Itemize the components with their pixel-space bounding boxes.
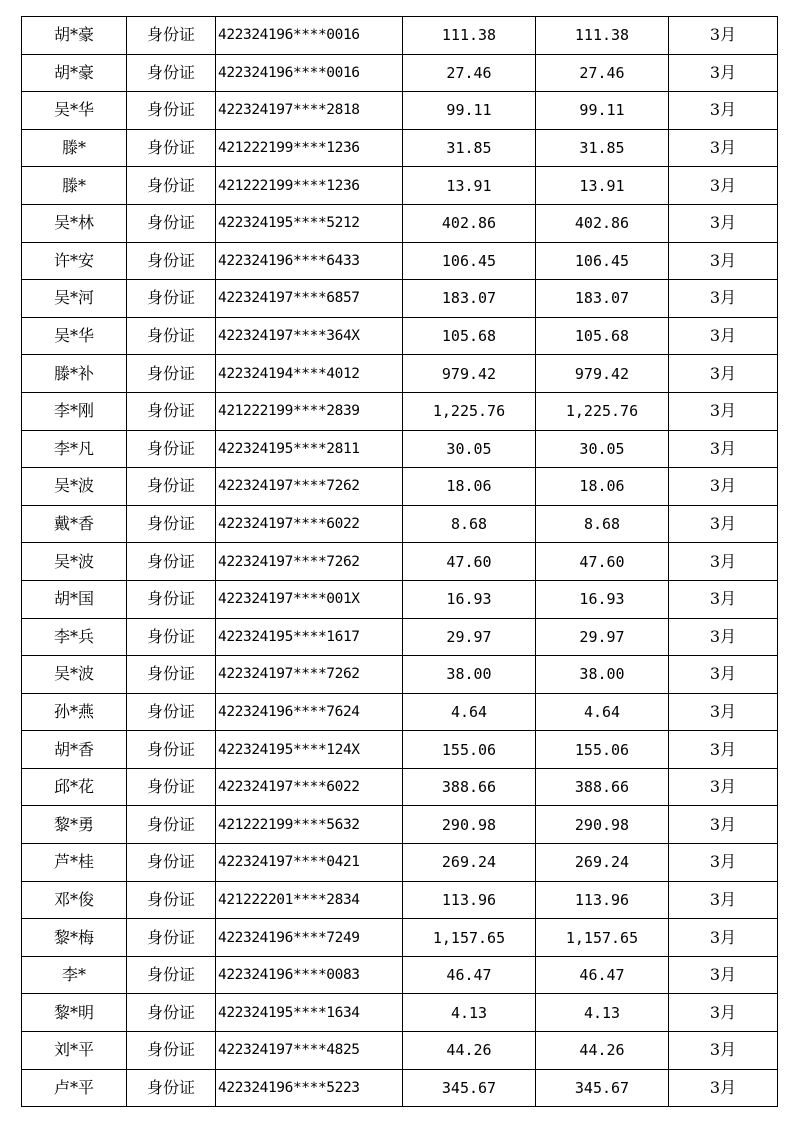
amount-paid-cell: 269.24 [536,844,669,882]
id-number-cell: 422324195****5212 [216,204,403,242]
name-cell: 吴*华 [22,317,127,355]
id-type-cell: 身份证 [127,54,216,92]
table-row [22,430,778,468]
amount-paid-cell: 99.11 [536,92,669,130]
id-number-cell: 422324196****0016 [216,17,403,55]
name-cell: 李*刚 [22,392,127,430]
month-cell: 3月 [669,430,778,468]
month-cell: 3月 [669,129,778,167]
name-cell: 吴*河 [22,280,127,318]
month-cell: 3月 [669,731,778,769]
table-row [22,92,778,130]
amount-paid-cell: 31.85 [536,129,669,167]
amount-paid-cell: 13.91 [536,167,669,205]
month-cell: 3月 [669,468,778,506]
name-cell: 胡*豪 [22,54,127,92]
table-row [22,731,778,769]
table-row [22,1032,778,1070]
table-row [22,1069,778,1107]
id-type-cell: 身份证 [127,956,216,994]
name-cell: 胡*香 [22,731,127,769]
amount-paid-cell: 1,225.76 [536,392,669,430]
id-type-cell: 身份证 [127,280,216,318]
amount-cell: 99.11 [403,92,536,130]
name-cell: 吴*林 [22,204,127,242]
amount-cell: 16.93 [403,580,536,618]
amount-cell: 13.91 [403,167,536,205]
amount-cell: 8.68 [403,505,536,543]
id-type-cell: 身份证 [127,994,216,1032]
amount-paid-cell: 979.42 [536,355,669,393]
amount-paid-cell: 38.00 [536,656,669,694]
amount-paid-cell: 29.97 [536,618,669,656]
amount-paid-cell: 290.98 [536,806,669,844]
amount-cell: 1,157.65 [403,919,536,957]
id-number-cell: 421222201****2834 [216,881,403,919]
amount-cell: 46.47 [403,956,536,994]
id-number-cell: 421222199****1236 [216,129,403,167]
name-cell: 黎*勇 [22,806,127,844]
table-row [22,806,778,844]
id-number-cell: 422324197****001X [216,580,403,618]
amount-cell: 38.00 [403,656,536,694]
table-row [22,693,778,731]
month-cell: 3月 [669,167,778,205]
month-cell: 3月 [669,355,778,393]
id-type-cell: 身份证 [127,806,216,844]
month-cell: 3月 [669,806,778,844]
amount-paid-cell: 113.96 [536,881,669,919]
amount-cell: 269.24 [403,844,536,882]
month-cell: 3月 [669,768,778,806]
table-row [22,543,778,581]
table-row [22,656,778,694]
table-row [22,317,778,355]
id-type-cell: 身份证 [127,693,216,731]
table-row [22,242,778,280]
table-row [22,17,778,55]
table-row [22,844,778,882]
id-number-cell: 422324197****364X [216,317,403,355]
amount-cell: 388.66 [403,768,536,806]
id-type-cell: 身份证 [127,768,216,806]
amount-cell: 979.42 [403,355,536,393]
name-cell: 刘*平 [22,1032,127,1070]
amount-cell: 31.85 [403,129,536,167]
table-row [22,167,778,205]
table-row [22,204,778,242]
id-type-cell: 身份证 [127,505,216,543]
id-type-cell: 身份证 [127,580,216,618]
id-type-cell: 身份证 [127,731,216,769]
id-number-cell: 422324194****4012 [216,355,403,393]
table-row [22,881,778,919]
id-type-cell: 身份证 [127,656,216,694]
amount-paid-cell: 4.64 [536,693,669,731]
id-type-cell: 身份证 [127,92,216,130]
id-type-cell: 身份证 [127,881,216,919]
month-cell: 3月 [669,656,778,694]
amount-paid-cell: 44.26 [536,1032,669,1070]
table-row [22,956,778,994]
id-type-cell: 身份证 [127,1032,216,1070]
name-cell: 胡*国 [22,580,127,618]
name-cell: 吴*华 [22,92,127,130]
amount-paid-cell: 16.93 [536,580,669,618]
table-row [22,280,778,318]
amount-cell: 18.06 [403,468,536,506]
month-cell: 3月 [669,919,778,957]
id-number-cell: 422324197****6857 [216,280,403,318]
table-row [22,919,778,957]
name-cell: 邱*花 [22,768,127,806]
id-type-cell: 身份证 [127,468,216,506]
table-row [22,580,778,618]
month-cell: 3月 [669,92,778,130]
id-number-cell: 421222199****1236 [216,167,403,205]
month-cell: 3月 [669,317,778,355]
id-type-cell: 身份证 [127,129,216,167]
amount-cell: 402.86 [403,204,536,242]
table-row [22,618,778,656]
name-cell: 邓*俊 [22,881,127,919]
month-cell: 3月 [669,580,778,618]
id-type-cell: 身份证 [127,392,216,430]
amount-cell: 345.67 [403,1069,536,1107]
month-cell: 3月 [669,242,778,280]
amount-cell: 290.98 [403,806,536,844]
id-number-cell: 422324196****7249 [216,919,403,957]
amount-cell: 30.05 [403,430,536,468]
name-cell: 吴*波 [22,543,127,581]
id-number-cell: 422324195****1617 [216,618,403,656]
id-number-cell: 422324196****0083 [216,956,403,994]
amount-paid-cell: 47.60 [536,543,669,581]
amount-cell: 29.97 [403,618,536,656]
payment-table [21,16,778,1107]
amount-cell: 111.38 [403,17,536,55]
amount-cell: 155.06 [403,731,536,769]
id-type-cell: 身份证 [127,204,216,242]
month-cell: 3月 [669,844,778,882]
amount-paid-cell: 183.07 [536,280,669,318]
name-cell: 黎*梅 [22,919,127,957]
amount-cell: 1,225.76 [403,392,536,430]
id-number-cell: 422324195****2811 [216,430,403,468]
id-type-cell: 身份证 [127,919,216,957]
table-row [22,392,778,430]
table-row [22,505,778,543]
id-type-cell: 身份证 [127,167,216,205]
name-cell: 黎*明 [22,994,127,1032]
amount-paid-cell: 46.47 [536,956,669,994]
name-cell: 滕*补 [22,355,127,393]
name-cell: 李* [22,956,127,994]
amount-cell: 44.26 [403,1032,536,1070]
id-number-cell: 422324197****2818 [216,92,403,130]
amount-cell: 27.46 [403,54,536,92]
table-row [22,54,778,92]
month-cell: 3月 [669,392,778,430]
table-row [22,994,778,1032]
amount-paid-cell: 1,157.65 [536,919,669,957]
id-number-cell: 422324197****7262 [216,468,403,506]
amount-paid-cell: 105.68 [536,317,669,355]
id-number-cell: 421222199****5632 [216,806,403,844]
month-cell: 3月 [669,1032,778,1070]
id-type-cell: 身份证 [127,355,216,393]
id-type-cell: 身份证 [127,618,216,656]
month-cell: 3月 [669,618,778,656]
id-number-cell: 422324197****0421 [216,844,403,882]
id-number-cell: 422324196****6433 [216,242,403,280]
id-type-cell: 身份证 [127,430,216,468]
id-number-cell: 422324197****6022 [216,768,403,806]
amount-paid-cell: 8.68 [536,505,669,543]
id-type-cell: 身份证 [127,1069,216,1107]
name-cell: 吴*波 [22,656,127,694]
name-cell: 孙*燕 [22,693,127,731]
name-cell: 李*凡 [22,430,127,468]
id-type-cell: 身份证 [127,543,216,581]
table-row [22,468,778,506]
payment-table-body [22,17,778,1107]
name-cell: 卢*平 [22,1069,127,1107]
amount-cell: 183.07 [403,280,536,318]
amount-cell: 113.96 [403,881,536,919]
id-number-cell: 422324197****7262 [216,543,403,581]
amount-paid-cell: 27.46 [536,54,669,92]
month-cell: 3月 [669,54,778,92]
payment-table-sheet [21,16,777,1107]
month-cell: 3月 [669,994,778,1032]
amount-paid-cell: 388.66 [536,768,669,806]
table-row [22,768,778,806]
amount-paid-cell: 402.86 [536,204,669,242]
table-row [22,355,778,393]
month-cell: 3月 [669,693,778,731]
amount-paid-cell: 4.13 [536,994,669,1032]
name-cell: 芦*桂 [22,844,127,882]
amount-paid-cell: 106.45 [536,242,669,280]
amount-cell: 106.45 [403,242,536,280]
id-type-cell: 身份证 [127,242,216,280]
amount-paid-cell: 155.06 [536,731,669,769]
name-cell: 许*安 [22,242,127,280]
name-cell: 胡*豪 [22,17,127,55]
amount-paid-cell: 18.06 [536,468,669,506]
id-number-cell: 422324195****124X [216,731,403,769]
id-type-cell: 身份证 [127,17,216,55]
month-cell: 3月 [669,881,778,919]
month-cell: 3月 [669,543,778,581]
month-cell: 3月 [669,280,778,318]
amount-cell: 47.60 [403,543,536,581]
table-row [22,129,778,167]
name-cell: 滕* [22,129,127,167]
id-number-cell: 422324196****5223 [216,1069,403,1107]
month-cell: 3月 [669,17,778,55]
month-cell: 3月 [669,204,778,242]
id-number-cell: 422324197****4825 [216,1032,403,1070]
name-cell: 李*兵 [22,618,127,656]
id-type-cell: 身份证 [127,844,216,882]
name-cell: 吴*波 [22,468,127,506]
id-number-cell: 422324197****7262 [216,656,403,694]
amount-cell: 4.13 [403,994,536,1032]
month-cell: 3月 [669,956,778,994]
id-number-cell: 422324197****6022 [216,505,403,543]
amount-paid-cell: 30.05 [536,430,669,468]
id-number-cell: 421222199****2839 [216,392,403,430]
amount-paid-cell: 111.38 [536,17,669,55]
amount-paid-cell: 345.67 [536,1069,669,1107]
amount-cell: 105.68 [403,317,536,355]
name-cell: 戴*香 [22,505,127,543]
month-cell: 3月 [669,505,778,543]
name-cell: 滕* [22,167,127,205]
id-number-cell: 422324195****1634 [216,994,403,1032]
amount-cell: 4.64 [403,693,536,731]
id-type-cell: 身份证 [127,317,216,355]
month-cell: 3月 [669,1069,778,1107]
id-number-cell: 422324196****7624 [216,693,403,731]
id-number-cell: 422324196****0016 [216,54,403,92]
